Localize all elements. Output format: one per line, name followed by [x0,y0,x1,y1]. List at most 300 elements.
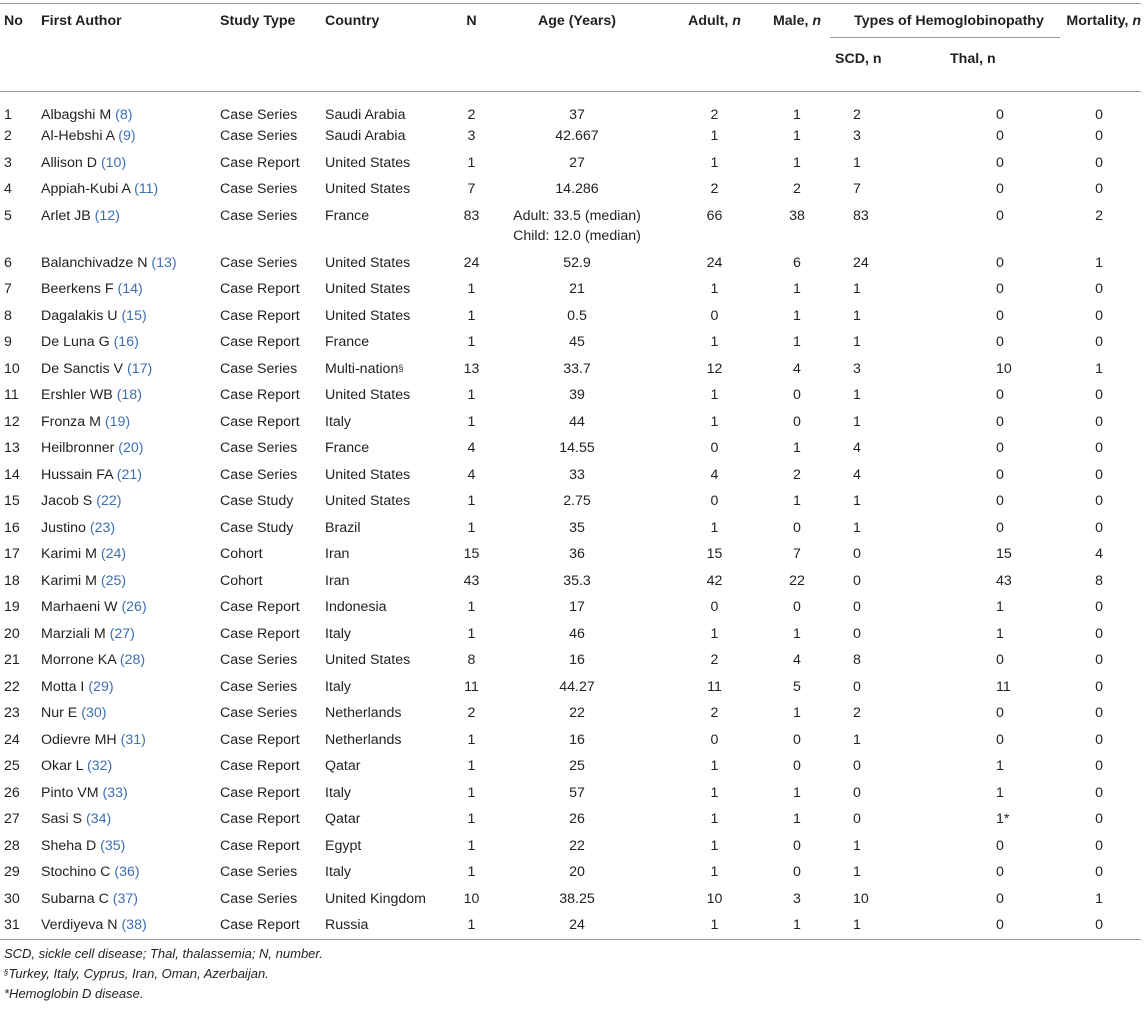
reference-link[interactable]: (23) [89,519,116,536]
author-name: Allison D [41,154,97,171]
cell-no: 1 [4,107,12,123]
cell-adult: 1 [665,912,750,940]
cell-age [489,594,665,621]
reference-link[interactable]: (24) [100,546,127,562]
country-name: Egypt [325,837,362,854]
cell-country [325,753,454,780]
col-header-age: Age (Years) [537,13,617,29]
footnote-abbreviations: SCD, sickle cell disease; Thal, thalassemia; N, number. [4,946,323,961]
cell-thal: 0 [996,107,1004,123]
cell-male: 1 [793,281,801,297]
cell-mortality: 0 [1095,387,1104,403]
cell-no: 5 [4,207,12,224]
author-name: De Luna G [41,334,110,350]
cell-n: 2 [467,705,476,721]
cell-thal: 1* [996,811,1010,827]
cell-n: 4 [467,466,476,483]
cell-scd: 1 [853,387,861,403]
table-row [0,303,1141,330]
cell-mortality: 0 [1095,837,1104,854]
cell-thal: 0 [996,890,1004,907]
cell-thal: 0 [996,307,1004,324]
table-row [0,621,1141,648]
cell-age [489,462,665,489]
cell-adult: 66 [706,207,723,224]
reference-link[interactable]: (26) [121,599,147,615]
cell-adult: 1 [710,625,719,642]
country-name: Italy [325,625,352,642]
cell-first-author [41,276,220,303]
cell-thal: 11 [996,678,1011,695]
cell-mortality: 0 [1095,440,1104,456]
cell-mortality: 0 [1095,811,1104,827]
cell-male: 0 [793,413,801,430]
reference-link[interactable]: (13) [151,254,177,271]
country-name: France [325,207,370,224]
cell-country [325,435,454,462]
author-name: Pinto VM [41,784,99,801]
cell-study-type: Case Series [220,254,298,271]
cell-age [489,727,665,754]
cell-country [325,250,454,277]
reference-link[interactable]: (22) [96,493,122,509]
country-footnote-mark: § [398,362,404,373]
age-value: 44 [569,413,585,430]
cell-male: 1 [793,440,801,456]
author-name: Hussain FA [41,466,113,483]
author-name: Marziali M [41,625,106,642]
cell-thal: 0 [996,413,1004,430]
cell-study-type: Case Report [220,625,300,642]
cell-no: 10 [4,360,20,377]
cell-no: 30 [4,890,20,907]
cell-thal: 10 [996,360,1012,377]
author-name: Sasi S [41,811,83,827]
cell-male: 1 [793,128,801,144]
cell-n: 43 [463,572,480,589]
cell-male: 4 [793,360,801,377]
cell-adult: 1 [710,387,719,403]
country-name: Multi-nation [325,360,399,377]
cell-country [325,303,454,330]
cell-study-type: Case Study [220,493,294,509]
cell-male: 0 [793,758,801,774]
reference-link[interactable]: (37) [112,890,139,907]
cell-mortality: 0 [1095,705,1104,721]
cell-first-author [41,303,220,330]
cell-no: 19 [4,599,20,615]
cell-study-type: Case Report [220,912,325,940]
cell-no: 7 [4,281,12,297]
cell-scd: 0 [853,811,861,827]
cell-thal: 0 [996,705,1004,721]
country-name: Russia [325,917,369,933]
cell-adult: 1 [710,837,719,854]
reference-link[interactable]: (9) [118,128,136,144]
cell-age [489,806,665,833]
age-value: 2.75 [563,493,591,509]
age-value: 14.55 [559,440,595,456]
cell-no: 8 [4,307,12,324]
cell-first-author [41,435,220,462]
cell-scd: 1 [853,837,861,854]
cell-age [489,700,665,727]
cell-study-type: Cohort [220,546,263,562]
cell-country [325,176,454,203]
cell-no: 22 [4,678,20,695]
cell-male: 1 [793,811,801,827]
cell-scd: 1 [853,731,861,748]
cell-male: 0 [793,837,801,854]
cell-no: 26 [4,784,20,801]
country-name: United States [325,281,411,297]
table-row [0,753,1141,780]
age-value: 45 [569,334,585,350]
cell-first-author [41,176,220,203]
reference-link[interactable]: (27) [109,625,135,642]
cell-study-type: Case Series [220,181,298,197]
author-name: Stochino C [41,864,111,880]
cell-adult: 1 [710,281,719,297]
cell-male: 22 [789,572,805,589]
cell-scd: 1 [853,413,861,430]
author-name: Justino [41,519,86,536]
cell-n: 83 [463,207,480,224]
cell-country [325,329,454,356]
cell-mortality: 0 [1095,678,1104,695]
cell-adult: 24 [706,254,723,271]
cell-first-author [41,409,220,436]
cell-scd: 0 [853,546,861,562]
male-n: n [812,13,822,29]
age-value: 46 [569,625,585,642]
country-name: France [325,440,370,456]
cell-scd: 0 [853,758,861,774]
reference-link[interactable]: (36) [114,864,140,880]
cell-age [489,356,665,383]
cell-male: 0 [793,387,801,403]
age-value: 57 [569,784,585,801]
cell-first-author [41,329,220,356]
author-name: Al-Hebshi A [41,128,115,144]
cell-adult: 2 [710,107,719,123]
cell-first-author [41,123,220,150]
cell-male: 0 [793,599,801,615]
cell-scd: 0 [853,784,861,801]
reference-link[interactable]: (30) [81,705,107,721]
reference-link[interactable]: (15) [121,307,147,324]
cell-study-type: Case Report [220,837,300,854]
cell-country [325,647,454,674]
cell-country [325,886,454,913]
cell-thal: 0 [996,440,1004,456]
reference-link[interactable]: (34) [85,811,112,827]
cell-age [489,568,665,595]
cell-n: 1 [467,784,476,801]
col-header-adult [665,0,750,91]
cell-study-type: Case Series [220,705,298,721]
cell-scd: 0 [853,678,861,695]
cell-first-author [41,203,220,250]
cell-scd: 1 [853,281,861,297]
cell-no: 12 [4,413,20,430]
cell-mortality: 0 [1095,784,1104,801]
cell-thal: 0 [996,864,1004,880]
country-name: Italy [325,864,352,880]
reference-link[interactable]: (14) [117,281,143,297]
reference-link[interactable]: (10) [100,154,127,171]
cell-first-author [41,92,220,124]
age-value: 22 [569,705,585,721]
cell-country [325,488,454,515]
cell-study-type: Case Report [220,811,300,827]
col-header-male [750,0,830,91]
cell-adult: 1 [710,334,719,350]
reference-link[interactable]: (29) [88,678,114,695]
reference-link[interactable]: (16) [113,334,139,350]
cell-study-type: Case Report [220,334,300,350]
cell-study-type: Case Study [220,519,294,536]
cell-adult: 0 [710,307,719,324]
cell-mortality: 0 [1060,912,1141,940]
table-row [0,92,1141,124]
cell-no: 23 [4,705,20,721]
cell-thal: 43 [996,572,1012,589]
cell-n: 1 [467,334,476,350]
cell-scd: 8 [853,652,861,668]
cell-first-author [41,780,220,807]
author-name: Sheha D [41,837,97,854]
reference-link[interactable]: (38) [121,917,147,933]
reference-link[interactable]: (31) [120,731,146,748]
cell-male: 1 [793,493,801,509]
cell-male: 1 [793,334,801,350]
adult-n: n [732,13,741,29]
cell-male: 1 [793,625,801,642]
table-row [0,488,1141,515]
cell-mortality: 0 [1095,128,1104,144]
cell-first-author [41,488,220,515]
author-name: Balanchivadze N [41,254,148,271]
cell-age [489,647,665,674]
cell-thal: 0 [996,387,1004,403]
adult-label: Adult, [688,13,729,29]
author-name: Appiah-Kubi A [41,181,131,197]
cell-n: 1 [467,625,476,642]
cell-male: 5 [793,678,801,695]
author-name: Motta I [41,678,85,695]
cell-adult: 1 [710,864,719,880]
reference-link[interactable]: (19) [104,413,131,430]
reference-link[interactable]: (18) [116,387,142,403]
table-row [0,647,1141,674]
col-header-types-group: Types of Hemoglobinopathy [854,13,1044,29]
reference-link[interactable]: (8) [115,107,133,123]
table-row [0,329,1141,356]
cell-study-type: Case Series [220,890,298,907]
cell-age [489,621,665,648]
cell-thal: 15 [996,546,1012,562]
cell-male: 6 [793,254,801,271]
author-name: Karimi M [41,546,97,562]
reference-link[interactable]: (17) [126,360,153,377]
cell-n: 1 [467,307,476,324]
age-value: 36 [569,546,585,562]
age-value: 33 [569,466,585,483]
cell-mortality: 0 [1095,181,1104,197]
table-row [0,674,1141,701]
cell-first-author [41,886,220,913]
cell-scd: 1 [853,519,861,536]
cell-no: 28 [4,837,20,854]
reference-link[interactable]: (33) [102,784,128,801]
age-value: 24 [569,917,585,933]
reference-link[interactable]: (35) [100,837,126,854]
cell-n: 2 [467,107,476,123]
cell-mortality: 0 [1095,413,1104,430]
cell-no: 3 [4,154,12,171]
cell-adult: 1 [710,519,719,536]
author-name: Subarna C [41,890,109,907]
cell-mortality: 0 [1095,652,1104,668]
author-name: Jacob S [41,493,93,509]
cell-adult: 1 [710,154,719,171]
cell-adult: 4 [710,466,719,483]
table-row [0,780,1141,807]
cell-thal: 0 [996,519,1004,536]
cell-thal: 0 [996,466,1004,483]
cell-no: 20 [4,625,20,642]
cell-adult: 10 [706,890,723,907]
cell-age [489,276,665,303]
cell-no: 21 [4,652,20,668]
cell-n: 1 [467,811,476,827]
author-name: Okar L [41,758,84,774]
cell-scd: 1 [853,864,861,880]
cell-country [325,700,454,727]
table-row [0,435,1141,462]
cell-study-type: Case Report [220,154,300,171]
cell-country [325,594,454,621]
table-row [0,727,1141,754]
cell-study-type: Case Series [220,864,298,880]
cell-male: 1 [793,107,801,123]
cell-first-author [41,356,220,383]
cell-scd: 0 [853,625,861,642]
cell-n: 1 [467,864,476,880]
cell-no: 16 [4,519,20,536]
country-name: Iran [325,546,350,562]
country-name: Qatar [325,811,361,827]
country-name: Saudi Arabia [325,107,406,123]
reference-link[interactable]: (28) [119,652,146,668]
cell-age [489,92,665,124]
reference-link[interactable]: (25) [100,572,127,589]
country-name: United States [325,254,411,271]
reference-link[interactable]: (21) [116,466,142,483]
cell-age [489,859,665,886]
cell-study-type: Case Series [220,128,298,144]
cell-thal: 0 [996,154,1004,171]
cell-age [489,780,665,807]
footnote-asterisk: *Hemoglobin D disease. [4,986,144,1001]
table-row [0,382,1141,409]
country-name: Netherlands [325,705,402,721]
cell-n: 10 [463,890,480,907]
cell-study-type: Case Series [220,207,298,224]
cell-n: 8 [467,652,476,668]
cell-mortality: 0 [1095,599,1104,615]
cell-scd: 1 [853,307,861,324]
cell-age [489,488,665,515]
cell-mortality: 0 [1095,334,1104,350]
country-name: United Kingdom [325,890,426,907]
cell-mortality: 0 [1095,864,1104,880]
author-name: Ershler WB [41,387,113,403]
age-value: 44.27 [559,678,595,695]
cell-mortality: 4 [1095,546,1104,562]
cell-adult: 0 [710,440,719,456]
cell-no: 25 [4,758,20,774]
cell-scd: 10 [853,890,869,907]
table-row [0,886,1141,913]
col-header-first-author: First Author [41,13,122,29]
cell-male: 1 [750,912,830,940]
cell-age [489,250,665,277]
cell-n: 1 [467,154,476,171]
cell-n: 11 [464,678,479,695]
cell-thal: 1 [996,599,1004,615]
cell-first-author [41,647,220,674]
cell-scd: 3 [853,128,861,144]
reference-link[interactable]: (12) [94,207,120,224]
cell-age [489,303,665,330]
cell-n: 1 [467,731,476,748]
cell-adult: 2 [710,652,719,668]
cell-first-author [41,833,220,860]
cell-no: 11 [4,387,19,403]
country-name: United States [325,466,411,483]
cell-no: 13 [4,440,20,456]
reference-link[interactable]: (11) [134,181,159,197]
table-row [0,356,1141,383]
cell-thal: 0 [996,207,1004,224]
table-row [0,176,1141,203]
cell-adult: 12 [706,360,723,377]
table-row [0,515,1141,542]
cell-country [325,356,454,383]
cell-mortality: 0 [1095,493,1104,509]
country-name: Qatar [325,758,361,774]
age-value: 26 [569,811,585,827]
table-row [0,833,1141,860]
cell-study-type: Case Report [220,413,300,430]
age-value: 16 [569,731,585,748]
cell-first-author [41,150,220,177]
age-value: 39 [569,387,585,403]
cell-age [489,833,665,860]
reference-link[interactable]: (32) [87,758,113,774]
cell-mortality: 0 [1095,519,1104,536]
table-row [0,700,1141,727]
cell-mortality: 1 [1095,890,1104,907]
reference-link[interactable]: (20) [118,440,144,456]
age-value: 25 [569,758,585,774]
cell-no: 27 [4,811,20,827]
cell-age [489,176,665,203]
age-value: 38.25 [559,890,595,907]
cell-country [325,462,454,489]
